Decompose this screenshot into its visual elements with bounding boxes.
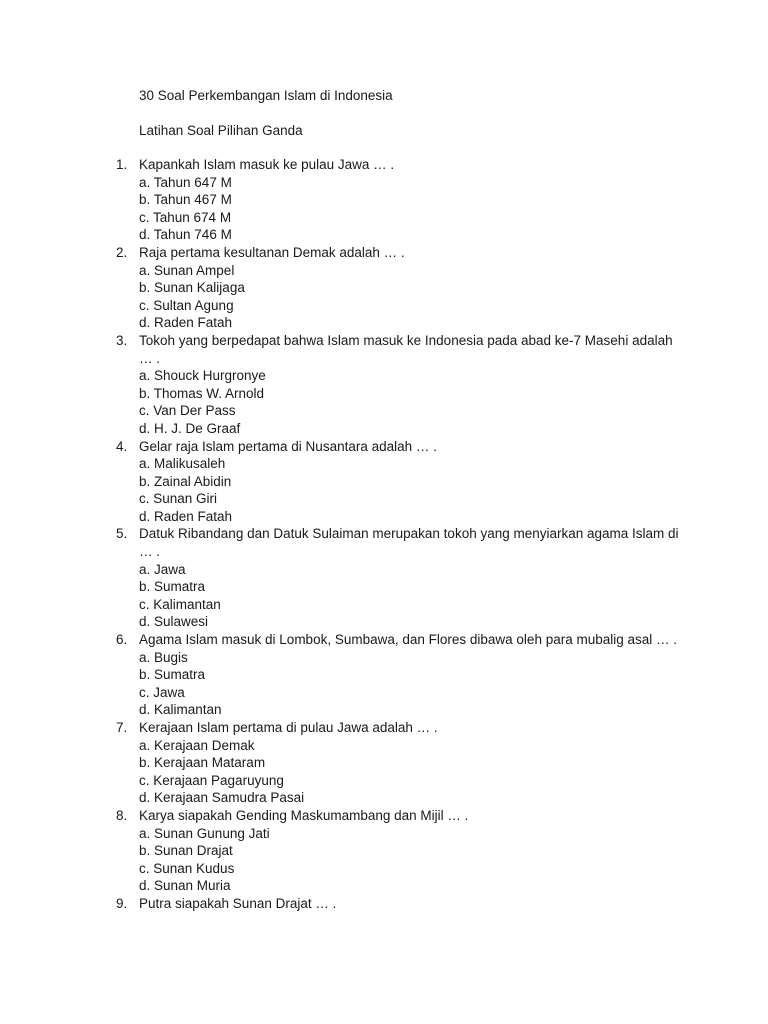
- option-list: [139, 174, 768, 244]
- answer-option: b. Sumatra: [139, 667, 206, 683]
- answer-option: c. Sunan Kudus: [139, 860, 235, 876]
- answer-option: c. Tahun 674 M: [139, 209, 232, 225]
- answer-option: b. Thomas W. Arnold: [139, 385, 265, 401]
- question-item: [0, 525, 768, 631]
- question-number: 6.: [116, 632, 128, 648]
- answer-option: a. Jawa: [139, 561, 186, 577]
- option-list: [139, 262, 768, 332]
- answer-option: c. Sultan Agung: [139, 297, 234, 313]
- question-text: Raja pertama kesultanan Demak adalah … .: [139, 244, 405, 260]
- question-item: [0, 631, 768, 719]
- answer-option: a. Malikusaleh: [139, 456, 226, 472]
- document-subtitle: Latihan Soal Pilihan Ganda: [139, 123, 303, 138]
- answer-option: d. Sunan Muria: [139, 878, 231, 894]
- answer-option: d. H. J. De Graaf: [139, 420, 241, 436]
- question-number: 4.: [116, 438, 128, 454]
- answer-option: d. Sulawesi: [139, 614, 209, 630]
- answer-option: b. Sunan Kalijaga: [139, 280, 245, 296]
- question-number: 5.: [116, 526, 128, 542]
- answer-option: a. Kerajaan Demak: [139, 737, 255, 753]
- answer-option: a. Sunan Ampel: [139, 262, 235, 278]
- answer-option: d. Kerajaan Samudra Pasai: [139, 790, 305, 806]
- option-list: [139, 649, 768, 719]
- question-item: [0, 807, 768, 895]
- option-list: [139, 455, 768, 525]
- answer-option: b. Zainal Abidin: [139, 473, 232, 489]
- question-text: Gelar raja Islam pertama di Nusantara adalah … .: [139, 438, 437, 454]
- answer-option: b. Sumatra: [139, 579, 206, 595]
- answer-option: a. Sunan Gunung Jati: [139, 825, 270, 841]
- answer-option: b. Sunan Drajat: [139, 843, 233, 859]
- question-number: 9.: [116, 895, 128, 911]
- option-list: [139, 367, 768, 437]
- question-item: [0, 332, 768, 438]
- question-number: 7.: [116, 720, 128, 735]
- answer-option: c. Sunan Giri: [139, 491, 218, 507]
- answer-option: c. Van Der Pass: [139, 403, 236, 419]
- answer-option: c. Kalimantan: [139, 596, 221, 612]
- question-text: Agama Islam masuk di Lombok, Sumbawa, dan Flores dibawa oleh para mubalig asal … .: [139, 632, 678, 648]
- question-item: [0, 438, 768, 526]
- question-text: Datuk Ribandang dan Datuk Sulaiman merupakan tokoh yang menyiarkan agama Islam di … .: [139, 526, 679, 560]
- question-item: [0, 156, 768, 244]
- option-list: [139, 825, 768, 895]
- answer-option: b. Tahun 467 M: [139, 192, 232, 208]
- option-list: [139, 561, 768, 631]
- question-item: [0, 719, 768, 807]
- answer-option: a. Shouck Hurgronye: [139, 368, 266, 384]
- question-text: Tokoh yang berpedapat bahwa Islam masuk ke Indonesia pada abad ke-7 Masehi adalah … .: [139, 332, 673, 366]
- question-item: [0, 244, 768, 332]
- question-text: Putra siapakah Sunan Drajat … .: [139, 895, 337, 911]
- answer-option: d. Tahun 746 M: [139, 227, 232, 243]
- answer-option: d. Kalimantan: [139, 702, 222, 718]
- document-title: 30 Soal Perkembangan Islam di Indonesia: [139, 88, 393, 103]
- option-list: [139, 737, 768, 807]
- question-text: Karya siapakah Gending Maskumambang dan Mijil … .: [139, 807, 469, 823]
- answer-option: d. Raden Fatah: [139, 315, 233, 331]
- answer-option: c. Kerajaan Pagaruyung: [139, 772, 284, 788]
- answer-option: d. Raden Fatah: [139, 508, 233, 524]
- answer-option: b. Kerajaan Mataram: [139, 755, 266, 771]
- question-number: 2.: [116, 244, 128, 260]
- question-number: 3.: [116, 332, 128, 348]
- answer-option: a. Bugis: [139, 649, 188, 665]
- question-number: 1.: [116, 157, 128, 172]
- answer-option: c. Jawa: [139, 684, 185, 700]
- question-item: [0, 895, 768, 913]
- answer-option: a. Tahun 647 M: [139, 174, 232, 190]
- question-number: 8.: [116, 807, 128, 823]
- question-text: Kapankah Islam masuk ke pulau Jawa … .: [139, 157, 395, 172]
- question-text: Kerajaan Islam pertama di pulau Jawa adalah … .: [139, 720, 438, 735]
- question-list: [0, 156, 768, 913]
